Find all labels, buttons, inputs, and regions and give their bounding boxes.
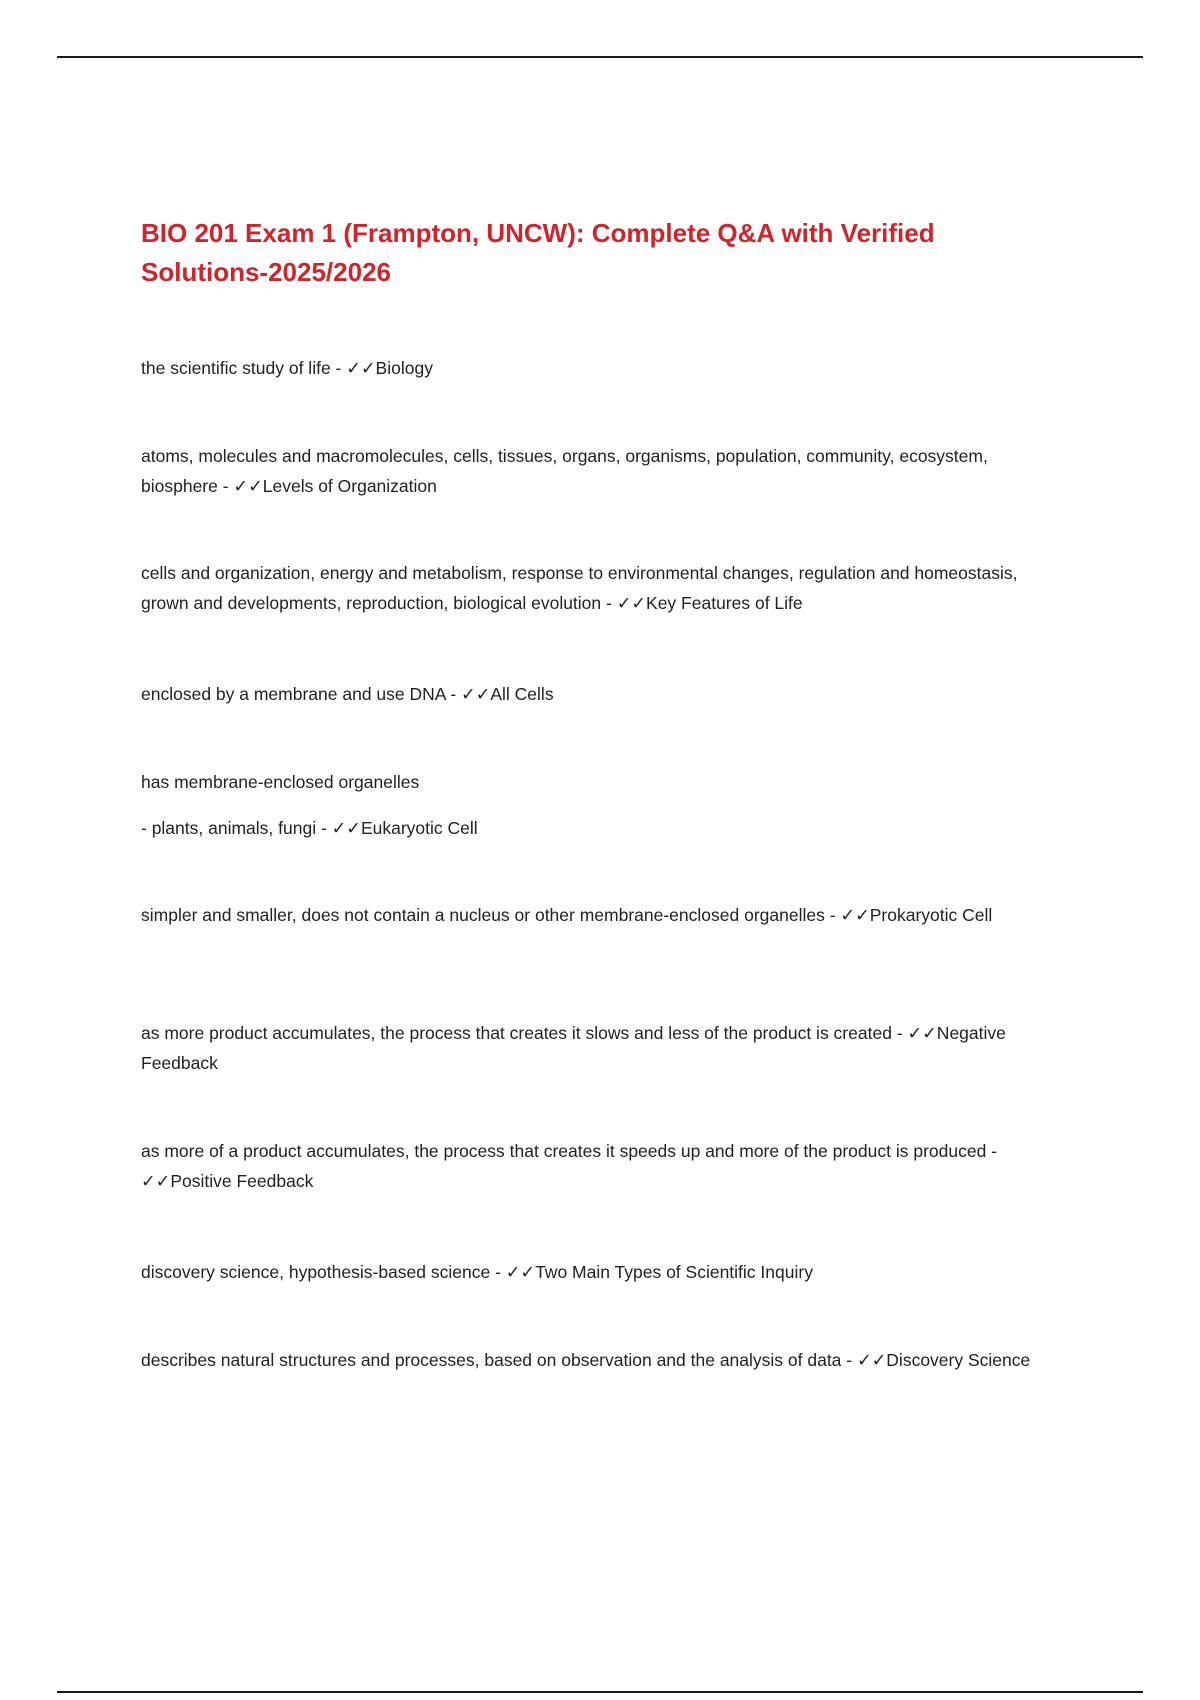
qa-entry-scientific-inquiry: discovery science, hypothesis-based science - ✓✓Two Main Types of Scientific Inquiry	[141, 1262, 813, 1282]
qa-entry-all-cells: enclosed by a membrane and use DNA - ✓✓All Cells	[141, 684, 554, 704]
qa-entry-discovery-science: describes natural structures and processes, based on observation and the analysis of data - ✓✓Discovery Science	[141, 1350, 1031, 1370]
qa-entry-levels-of-organization: atoms, molecules and macromolecules, cells, tissues, organs, organisms, population, community, ecosystem, biosphere - ✓✓Levels of Organization	[141, 446, 988, 496]
qa-entry-prokaryotic-cell: simpler and smaller, does not contain a nucleus or other membrane-enclosed organelles - ✓✓Prokaryotic Cell	[141, 905, 993, 925]
qa-entry-negative-feedback: as more product accumulates, the process that creates it slows and less of the product is created - ✓✓Negative Feedback	[141, 1023, 1006, 1073]
qa-entry-positive-feedback: as more of a product accumulates, the process that creates it speeds up and more of the product is produced - ✓✓Positive Feedback	[141, 1141, 998, 1191]
qa-entry-biology: the scientific study of life - ✓✓Biology	[141, 358, 433, 378]
bottom-rule	[57, 1691, 1143, 1693]
document-title: BIO 201 Exam 1 (Frampton, UNCW): Complete Q&A with Verified Solutions-2025/2026	[141, 218, 935, 287]
qa-entry-eukaryotic-question: has membrane-enclosed organelles	[141, 772, 420, 792]
top-rule	[57, 56, 1143, 58]
qa-entry-eukaryotic-answer: - plants, animals, fungi - ✓✓Eukaryotic Cell	[141, 818, 478, 838]
qa-entry-key-features-of-life: cells and organization, energy and metabolism, response to environmental changes, regulation and homeostasis, grown and developments, reproduction, biological evolution - ✓✓Key Features of Life	[141, 563, 1018, 613]
